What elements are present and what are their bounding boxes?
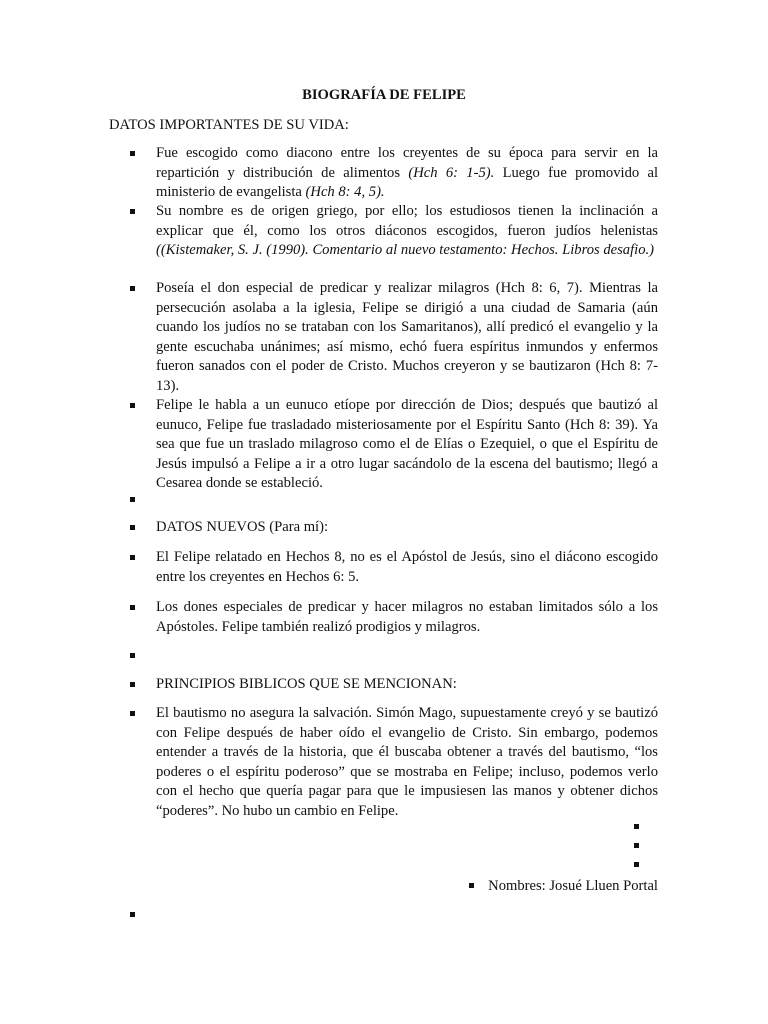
list-item-text: El Felipe relatado en Hechos 8, no es el Apóstol de Jesús, sino el diácono escogido entre los creyentes en Hechos 6: 5. [156,549,658,585]
bullet-icon [130,905,140,925]
bullet-icon [130,202,140,222]
bullet-icon [469,883,474,888]
bullet-icon [130,646,140,666]
list-item-text: Poseía el don especial de predicar y realizar milagros (Hch 8: 6, 7). Mientras la persecución asolaba a la iglesia, Felipe se dirigió a una ciudad de Samaria (aún cuando los judíos no se trataban con los Samaritanos), allí predicó el evangelio y la gente escuchaba unánimes; así mismo, echó fuera espíritus inmundos y enfermos fueron sanados con el poder de Cristo. Muchos creyeron y se bautizaron (Hch 8: 7-13). [156,280,658,394]
section-heading-datos-nuevos: DATOS NUEVOS (Para mí): [156,519,329,535]
section-heading-principios: PRINCIPIOS BIBLICOS QUE SE MENCIONAN: [156,676,457,692]
author-names: Nombres: Josué Lluen Portal [469,876,658,896]
bullet-icon [634,857,640,874]
citation: ((Kistemaker, S. J. (1990). Comentario al nuevo testamento: Hechos. Libros desafio.) [156,242,655,258]
citation: (Hch 8: 4, 5). [305,184,385,200]
list-item-text: Fue escogido como diacono entre los creyentes de su época para servir en la repartición y distribución de alimentos (Hch 6: 1-5). Luego fue promovido al ministerio de evangelista (Hch 8: 4, 5). [156,145,659,200]
list-item-text: El bautismo no asegura la salvación. Simón Mago, supuestamente creyó y se bautizó con Felipe después de haber oído el evangelio de Cristo. Sin embargo, podemos entender a través de la historia, que él buscaba obtener a través del bautismo, “los poderes o el espíritu poderoso” que se mostraba en Felipe; incluso, podemos verlo con el hecho que quería pagar para que le impusiesen las manos y obtener dichos “poderes”. No hubo un cambio en Felipe. [156,705,658,819]
bullet-icon [130,279,140,299]
bullet-icon [130,548,140,568]
list-item-text: Los dones especiales de predicar y hacer milagros no estaban limitados sólo a los Apóstoles. Felipe también realizó prodigios y milagros. [156,599,658,635]
document-title: BIOGRAFÍA DE FELIPE [302,87,466,103]
section-heading-datos-importantes: DATOS IMPORTANTES DE SU VIDA: [109,117,349,133]
bullet-icon [130,675,140,695]
bullet-icon [130,704,140,724]
bullet-icon [130,490,140,510]
bullet-icon [130,598,140,618]
bullet-icon [130,518,140,538]
bullet-icon [634,819,640,836]
citation: (Hch 6: 1-5). [408,164,495,181]
bullet-icon [634,838,640,855]
bullet-icon [130,144,140,164]
bullet-icon [130,396,140,416]
list-item-text: Felipe le habla a un eunuco etíope por dirección de Dios; después que bautizó al eunuco, Felipe fue trasladado misteriosamente por el Espíritu Santo (Hch 8: 39). Ya sea que fue un traslado milagroso como el de Elías o Ezequiel, o que el Espíritu de Jesús impulsó a Felipe a ir a otro lugar sacándolo de la escena del bautismo; llegó a Cesarea donde se estableció. [156,397,658,491]
list-item-text: Su nombre es de origen griego, por ello; los estudiosos tienen la inclinación a explicar que él, como los otros diáconos escogidos, fueron judíos helenistas ((Kistemaker, S. J. (1990). Comentario al nuevo testamento: Hechos. Libros desafio.) [156,203,658,258]
